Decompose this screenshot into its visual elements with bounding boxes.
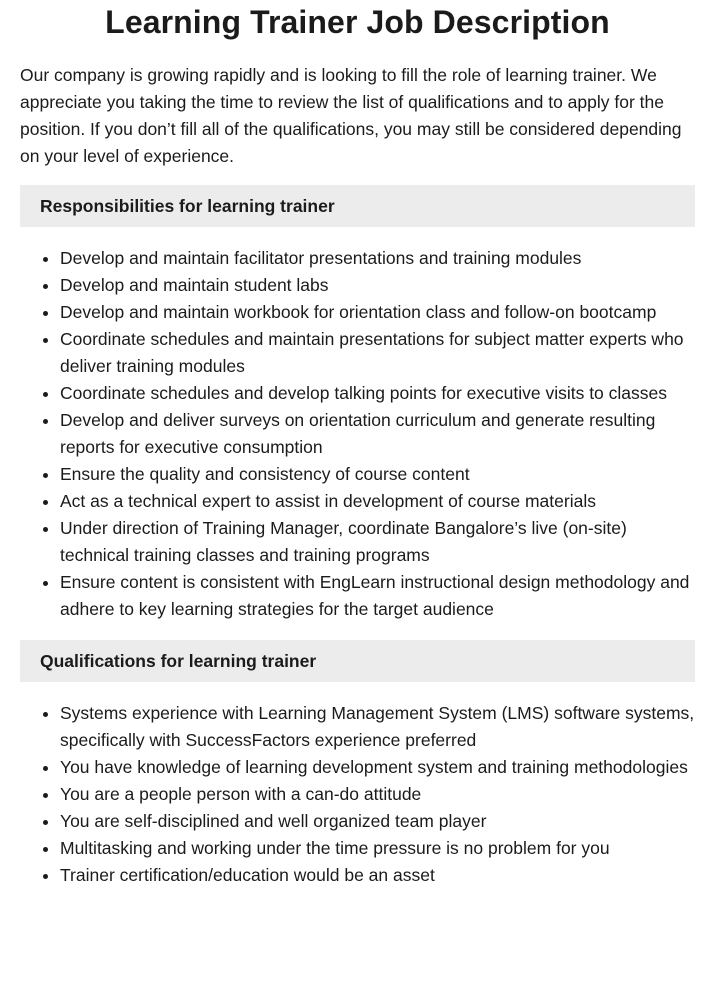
list-item: • You are self-disciplined and well organized team player [60, 808, 695, 835]
list-item: • Develop and maintain facilitator presentations and training modules [60, 245, 695, 272]
list-item: • Ensure content is consistent with EngLearn instructional design methodology and adhere to key learning strategies for the target audience [60, 569, 695, 623]
list-item: • Develop and maintain workbook for orientation class and follow-on bootcamp [60, 299, 695, 326]
list-item: • Trainer certification/education would be an asset [60, 862, 695, 889]
list-item: • You have knowledge of learning development system and training methodologies [60, 754, 695, 781]
list-item: • Develop and maintain student labs [60, 272, 695, 299]
list-item: • Coordinate schedules and develop talking points for executive visits to classes [60, 380, 695, 407]
qualifications-section [20, 640, 695, 889]
list-item: • Under direction of Training Manager, coordinate Bangalore’s live (on-site) technical training classes and training programs [60, 515, 695, 569]
list-item: • Systems experience with Learning Management System (LMS) software systems, specifically with SuccessFactors experience preferred [60, 700, 695, 754]
intro-paragraph: Our company is growing rapidly and is looking to fill the role of learning trainer. We appreciate you taking the time to review the list of qualifications and to apply for the position. If you don’t fill all of the qualifications, you may still be considered depending on your level of experience. [20, 65, 682, 166]
qualifications-list [20, 700, 695, 889]
list-item: • Coordinate schedules and maintain presentations for subject matter experts who deliver training modules [60, 326, 695, 380]
list-item: • Develop and deliver surveys on orientation curriculum and generate resulting reports for executive consumption [60, 407, 695, 461]
qualifications-heading: Qualifications for learning trainer [20, 640, 695, 682]
list-item: • Multitasking and working under the time pressure is no problem for you [60, 835, 695, 862]
list-item: • Ensure the quality and consistency of course content [60, 461, 695, 488]
responsibilities-list [20, 245, 695, 623]
responsibilities-heading: Responsibilities for learning trainer [20, 185, 695, 227]
list-item: • You are a people person with a can-do attitude [60, 781, 695, 808]
list-item: • Act as a technical expert to assist in development of course materials [60, 488, 695, 515]
responsibilities-section [20, 185, 695, 623]
page-title: Learning Trainer Job Description [105, 4, 610, 40]
